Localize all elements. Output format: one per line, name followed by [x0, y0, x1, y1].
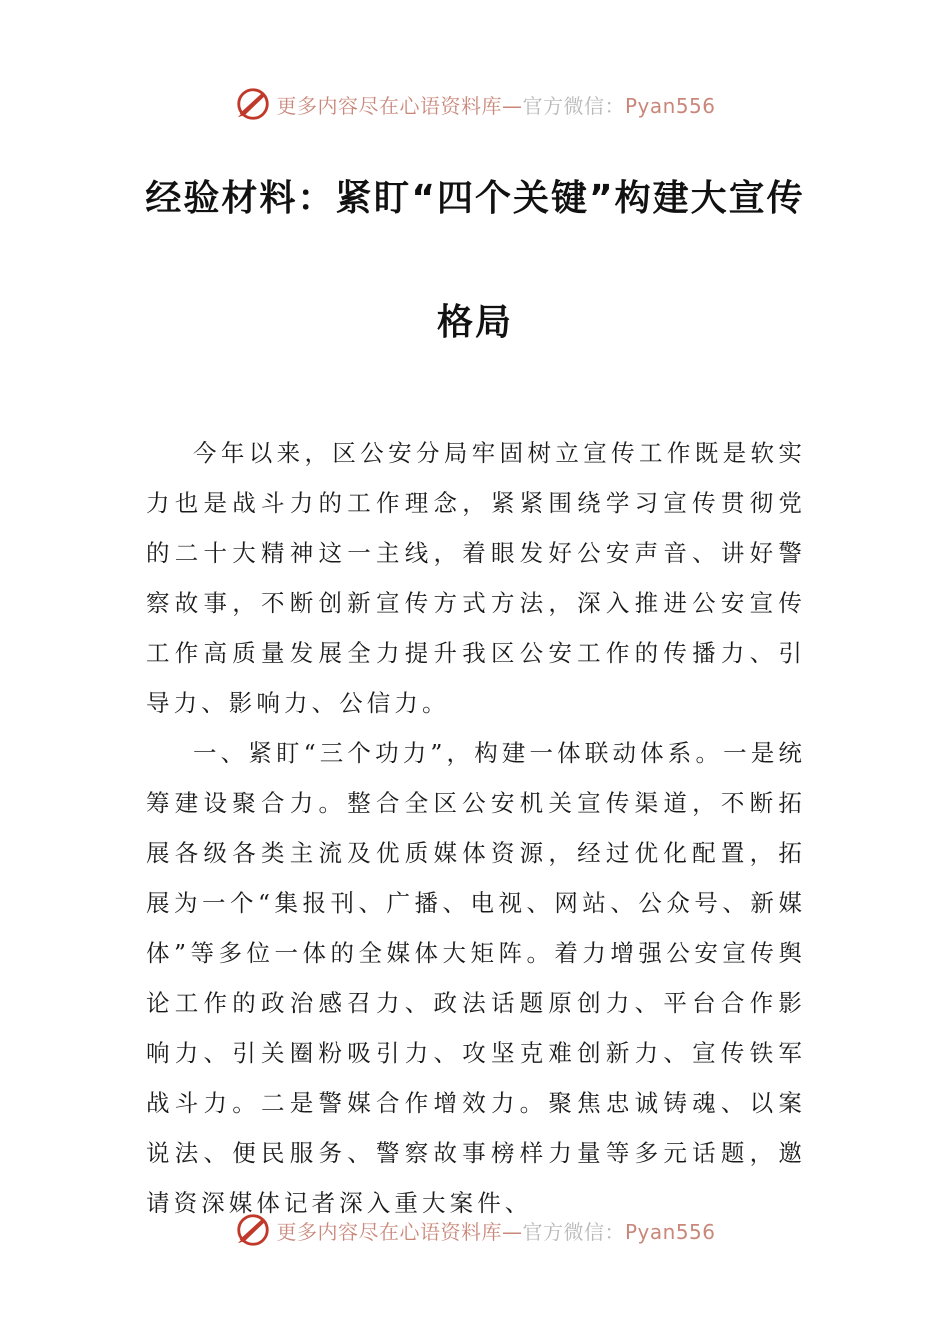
pen-circle-logo-icon [234, 85, 272, 123]
paragraph-intro: 今年以来，区公安分局牢固树立宣传工作既是软实力也是战斗力的工作理念，紧紧围绕学习宣传贯彻党的二十大精神这一主线，着眼发好公安声音、讲好警察故事，不断创新宣传方式方法，深入推进公安宣传工作高质量发展全力提升我区公安工作的传播力、引导力、影响力、公信力。 [146, 439, 806, 717]
page-title-line-1: 经验材料：紧盯“四个关键”构建大宣传 [145, 178, 805, 219]
page-title-line-2: 格局 [436, 302, 513, 343]
pen-circle-logo-icon [234, 1211, 272, 1249]
watermark-text: 更多内容尽在心语资料库—官方微信：Pyan556 [276, 1219, 716, 1244]
footer-watermark [0, 1210, 950, 1250]
document-body [146, 428, 806, 1228]
paragraph-section-one: 一、紧盯“三个功力”，构建一体联动体系。一是统筹建设聚合力。整合全区公安机关宣传渠道，不断拓展各级各类主流及优质媒体资源，经过优化配置，拓展为一个“集报刊、广播、电视、网站、公众号、新媒体”等多位一体的全媒体大矩阵。着力增强公安宣传舆论工作的政治感召力、政法话题原创力、平台合作影响力、引关圈粉吸引力、攻坚克难创新力、宣传铁军战斗力。二是警媒合作增效力。聚焦忠诚铸魂、以案说法、便民服务、警察故事榜样力量等多元话题，邀请资深媒体记者深入重大案件、 [146, 739, 806, 1217]
header-watermark [0, 84, 950, 124]
watermark-text: 更多内容尽在心语资料库—官方微信：Pyan556 [276, 93, 716, 118]
